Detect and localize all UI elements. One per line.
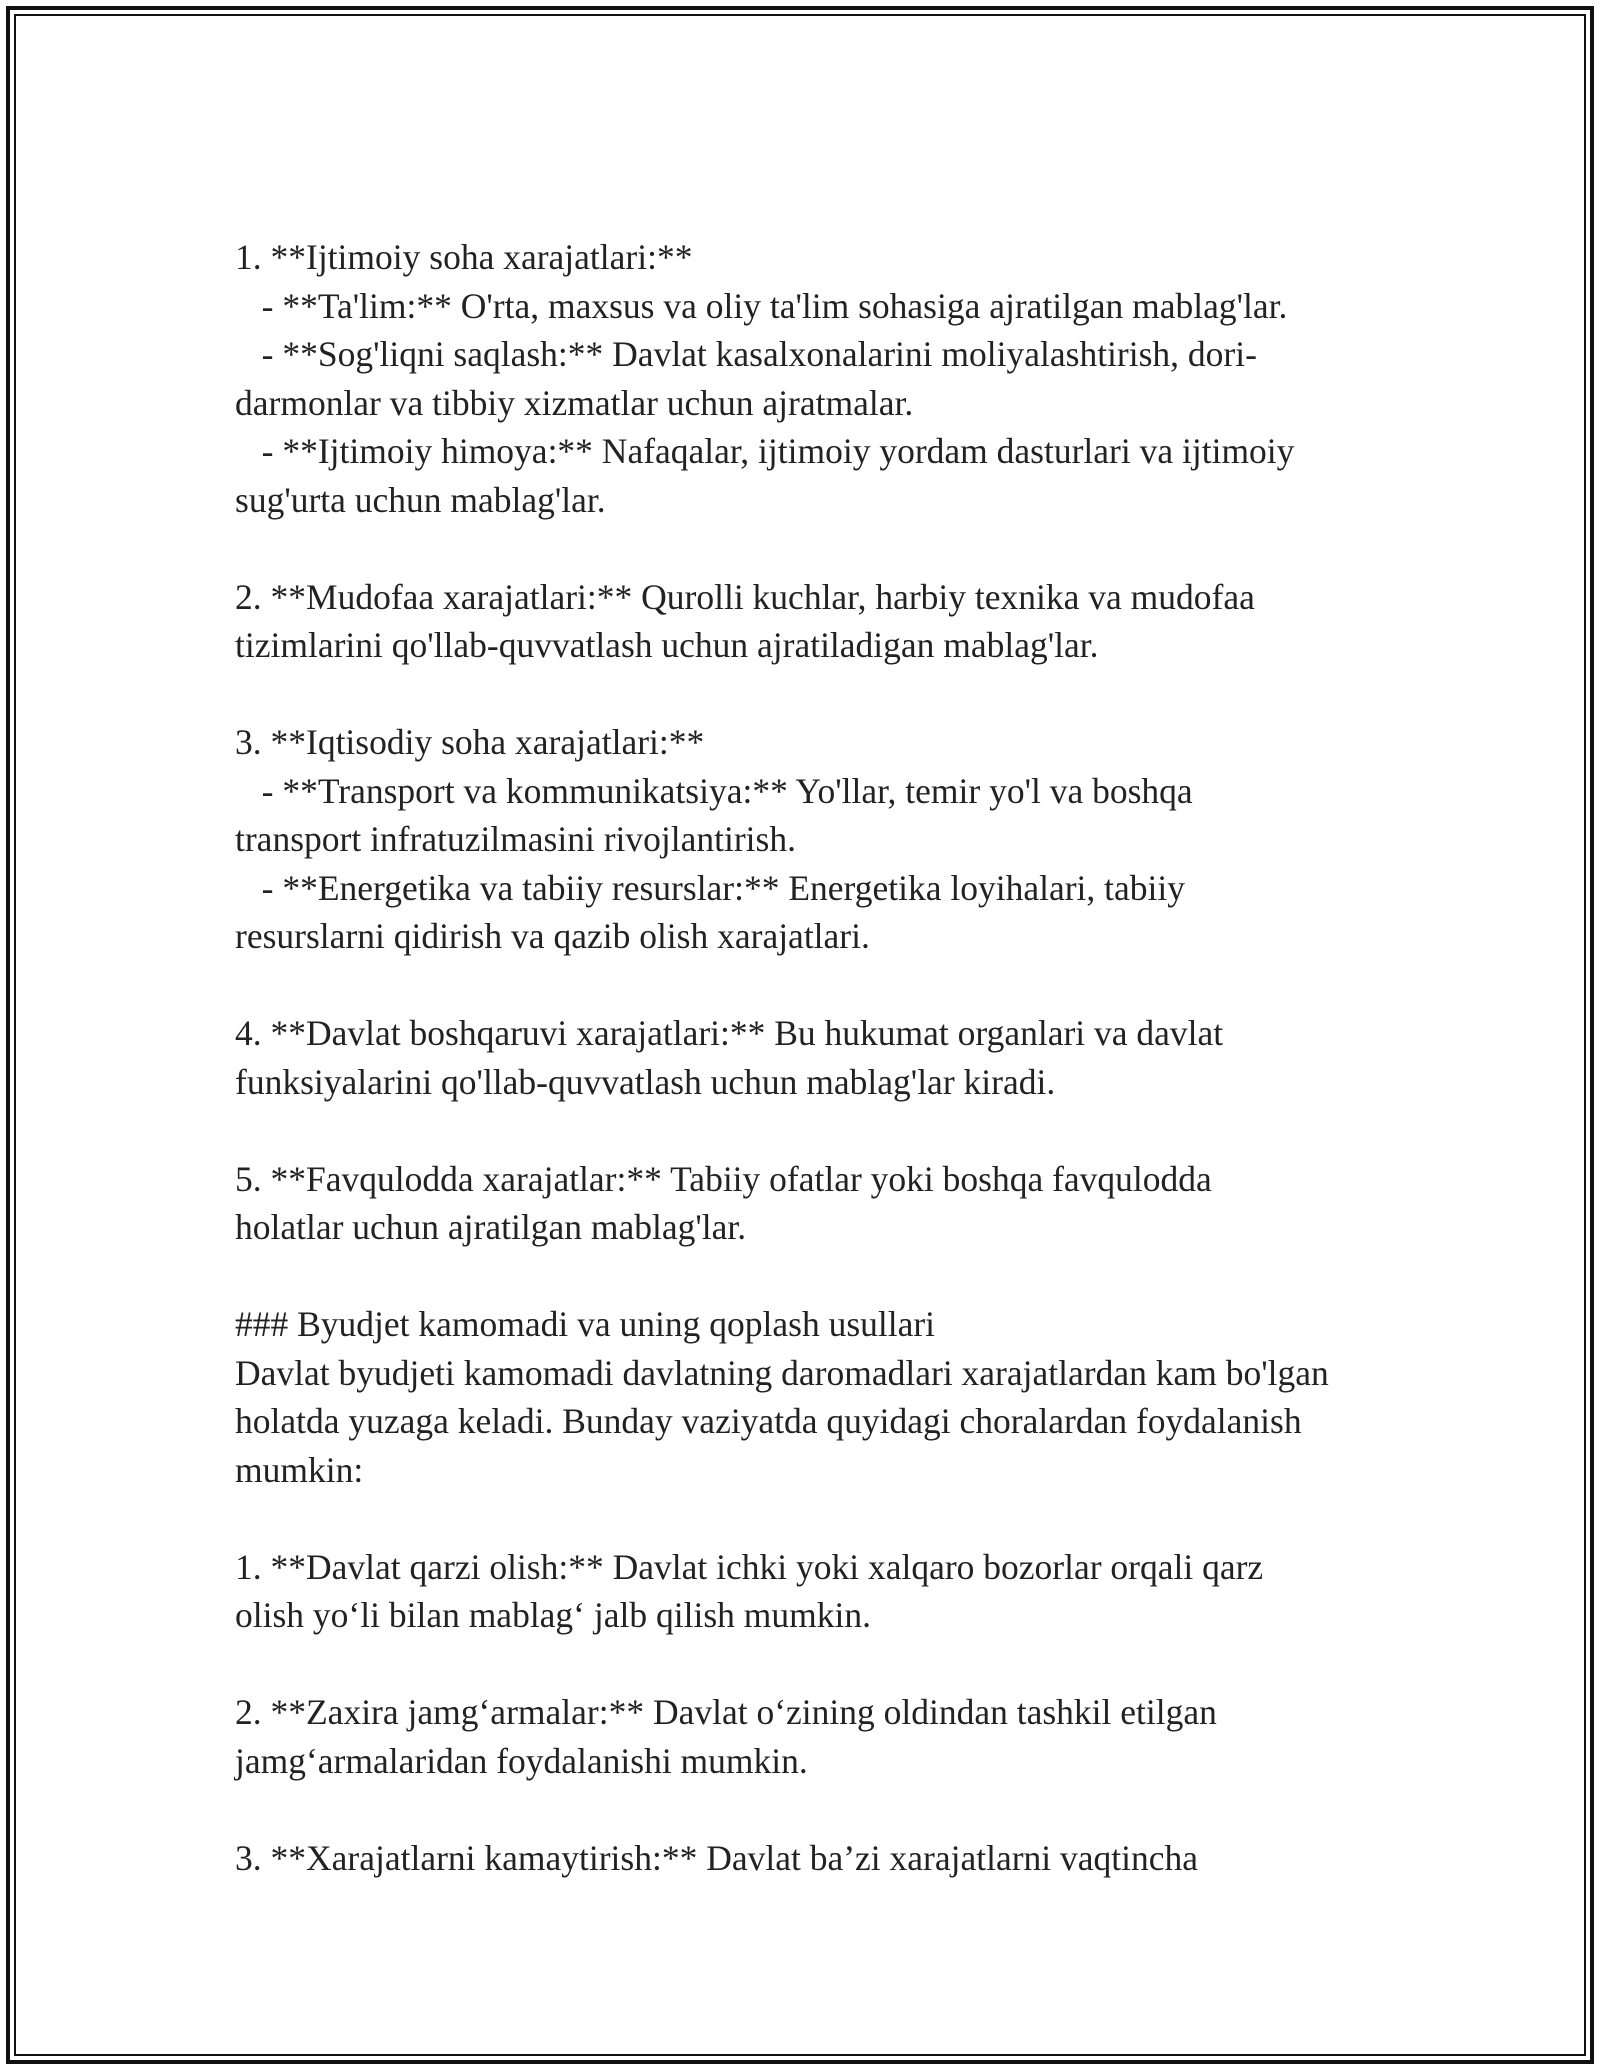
blank-line [235,961,1375,1010]
blank-line [235,1785,1375,1834]
text-line: transport infratuzilmasini rivojlantirish. [235,819,796,859]
text-line: Davlat byudjeti kamomadi davlatning daromadlari xarajatlardan kam bo'lgan [235,1352,1329,1393]
blank-line [235,1640,1375,1689]
blank-line [235,670,1375,719]
text-line: holatlar uchun ajratilgan mablag'lar. [235,1207,747,1247]
blank-line [235,1106,1375,1155]
text-line: 1. **Davlat qarzi olish:** Davlat ichki yoki xalqaro bozorlar orqali qarz [235,1546,1264,1587]
text-line: 2. **Mudofaa xarajatlari:** Qurolli kuchlar, harbiy texnika va mudofaa [235,576,1255,617]
text-line: - **Energetika va tabiiy resurslar:** Energetika loyihalari, tabiiy [235,867,1185,908]
text-line: jamg‘armalaridan foydalanishi mumkin. [235,1740,808,1781]
text-line: funksiyalarini qo'llab-quvvatlash uchun mablag'lar kiradi. [235,1061,1056,1102]
text-line: 4. **Davlat boshqaruvi xarajatlari:** Bu hukumat organlari va davlat [235,1013,1224,1053]
text-line: darmonlar va tibbiy xizmatlar uchun ajratmalar. [235,382,914,423]
text-line: 5. **Favqulodda xarajatlar:** Tabiiy ofatlar yoki boshqa favqulodda [235,1158,1212,1199]
text-line: 3. **Iqtisodiy soha xarajatlari:** [235,722,705,762]
text-line: - **Ijtimoiy himoya:** Nafaqalar, ijtimoiy yordam dasturlari va ijtimoiy [235,431,1295,471]
blank-line [235,1494,1375,1543]
text-line: - **Ta'lim:** O'rta, maxsus va oliy ta'lim sohasiga ajratilgan mablag'lar. [235,285,1288,326]
text-line: tizimlarini qo'llab-quvvatlash uchun ajratiladigan mablag'lar. [235,625,1099,665]
text-line: 2. **Zaxira jamg‘armalar:** Davlat o‘zining oldindan tashkil etilgan [235,1692,1217,1732]
blank-line [235,1252,1375,1301]
document-body [235,233,1375,1882]
blank-line [235,524,1375,573]
text-line: - **Transport va kommunikatsiya:** Yo'llar, temir yo'l va boshqa [235,770,1193,811]
section-heading: ### Byudjet kamomadi va uning qoplash usullari [235,1304,936,1344]
text-line: mumkin: [235,1449,364,1490]
text-line: 1. **Ijtimoiy soha xarajatlari:** [235,237,693,277]
text-line: holatda yuzaga keladi. Bunday vaziyatda quyidagi choralardan foydalanish [235,1401,1302,1441]
text-line: sug'urta uchun mablag'lar. [235,479,606,520]
text-line: olish yo‘li bilan mablag‘ jalb qilish mumkin. [235,1595,871,1635]
text-line: 3. **Xarajatlarni kamaytirish:** Davlat ba’zi xarajatlarni vaqtincha [235,1837,1199,1878]
text-line: - **Sog'liqni saqlash:** Davlat kasalxonalarini moliyalashtirish, dori- [235,334,1257,374]
text-line: resurslarni qidirish va qazib olish xarajatlari. [235,916,870,956]
